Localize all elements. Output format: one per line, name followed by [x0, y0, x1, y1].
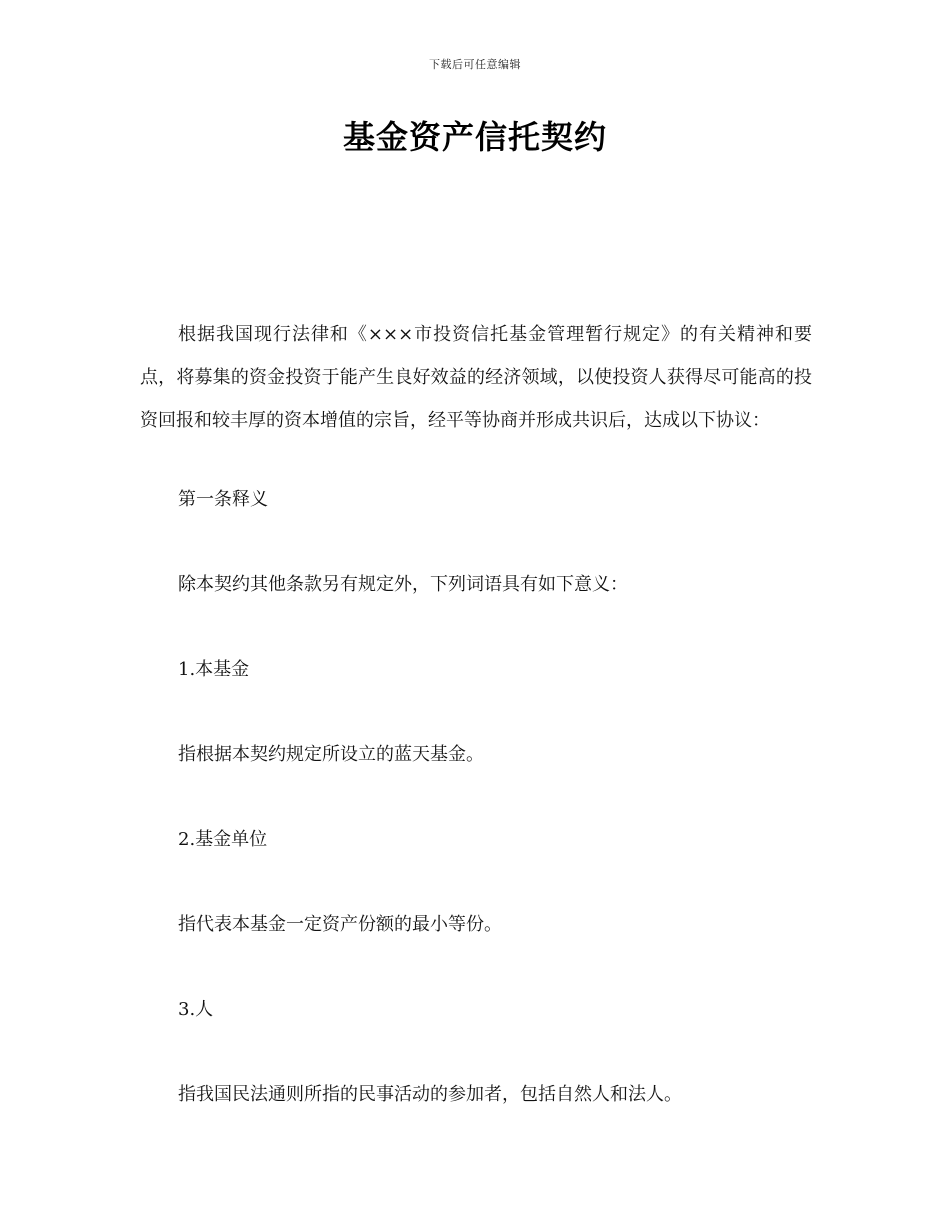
page-header-note: 下载后可任意编辑	[429, 58, 521, 71]
intro-paragraph: 根据我国现行法律和《×××市投资信托基金管理暂行规定》的有关精神和要点，将募集的资金投资于能产生良好效益的经济领域，以使投资人获得尽可能高的投资回报和较丰厚的资本增值的宗旨，经平等协商并形成共识后，达成以下协议：	[140, 324, 812, 431]
term-title: 3.人	[178, 999, 214, 1020]
term-title: 2.基金单位	[178, 829, 268, 850]
term-title: 1.本基金	[178, 659, 250, 680]
term-definition: 指我国民法通则所指的民事活动的参加者，包括自然人和法人。	[178, 1084, 682, 1105]
term-definition: 指代表本基金一定资产份额的最小等份。	[178, 914, 502, 935]
article-heading: 第一条释义	[178, 489, 268, 510]
article-lead: 除本契约其他条款另有规定外，下列词语具有如下意义：	[178, 574, 628, 595]
document-title: 基金资产信托契约	[342, 118, 607, 156]
term-definition: 指根据本契约规定所设立的蓝天基金。	[178, 744, 484, 765]
